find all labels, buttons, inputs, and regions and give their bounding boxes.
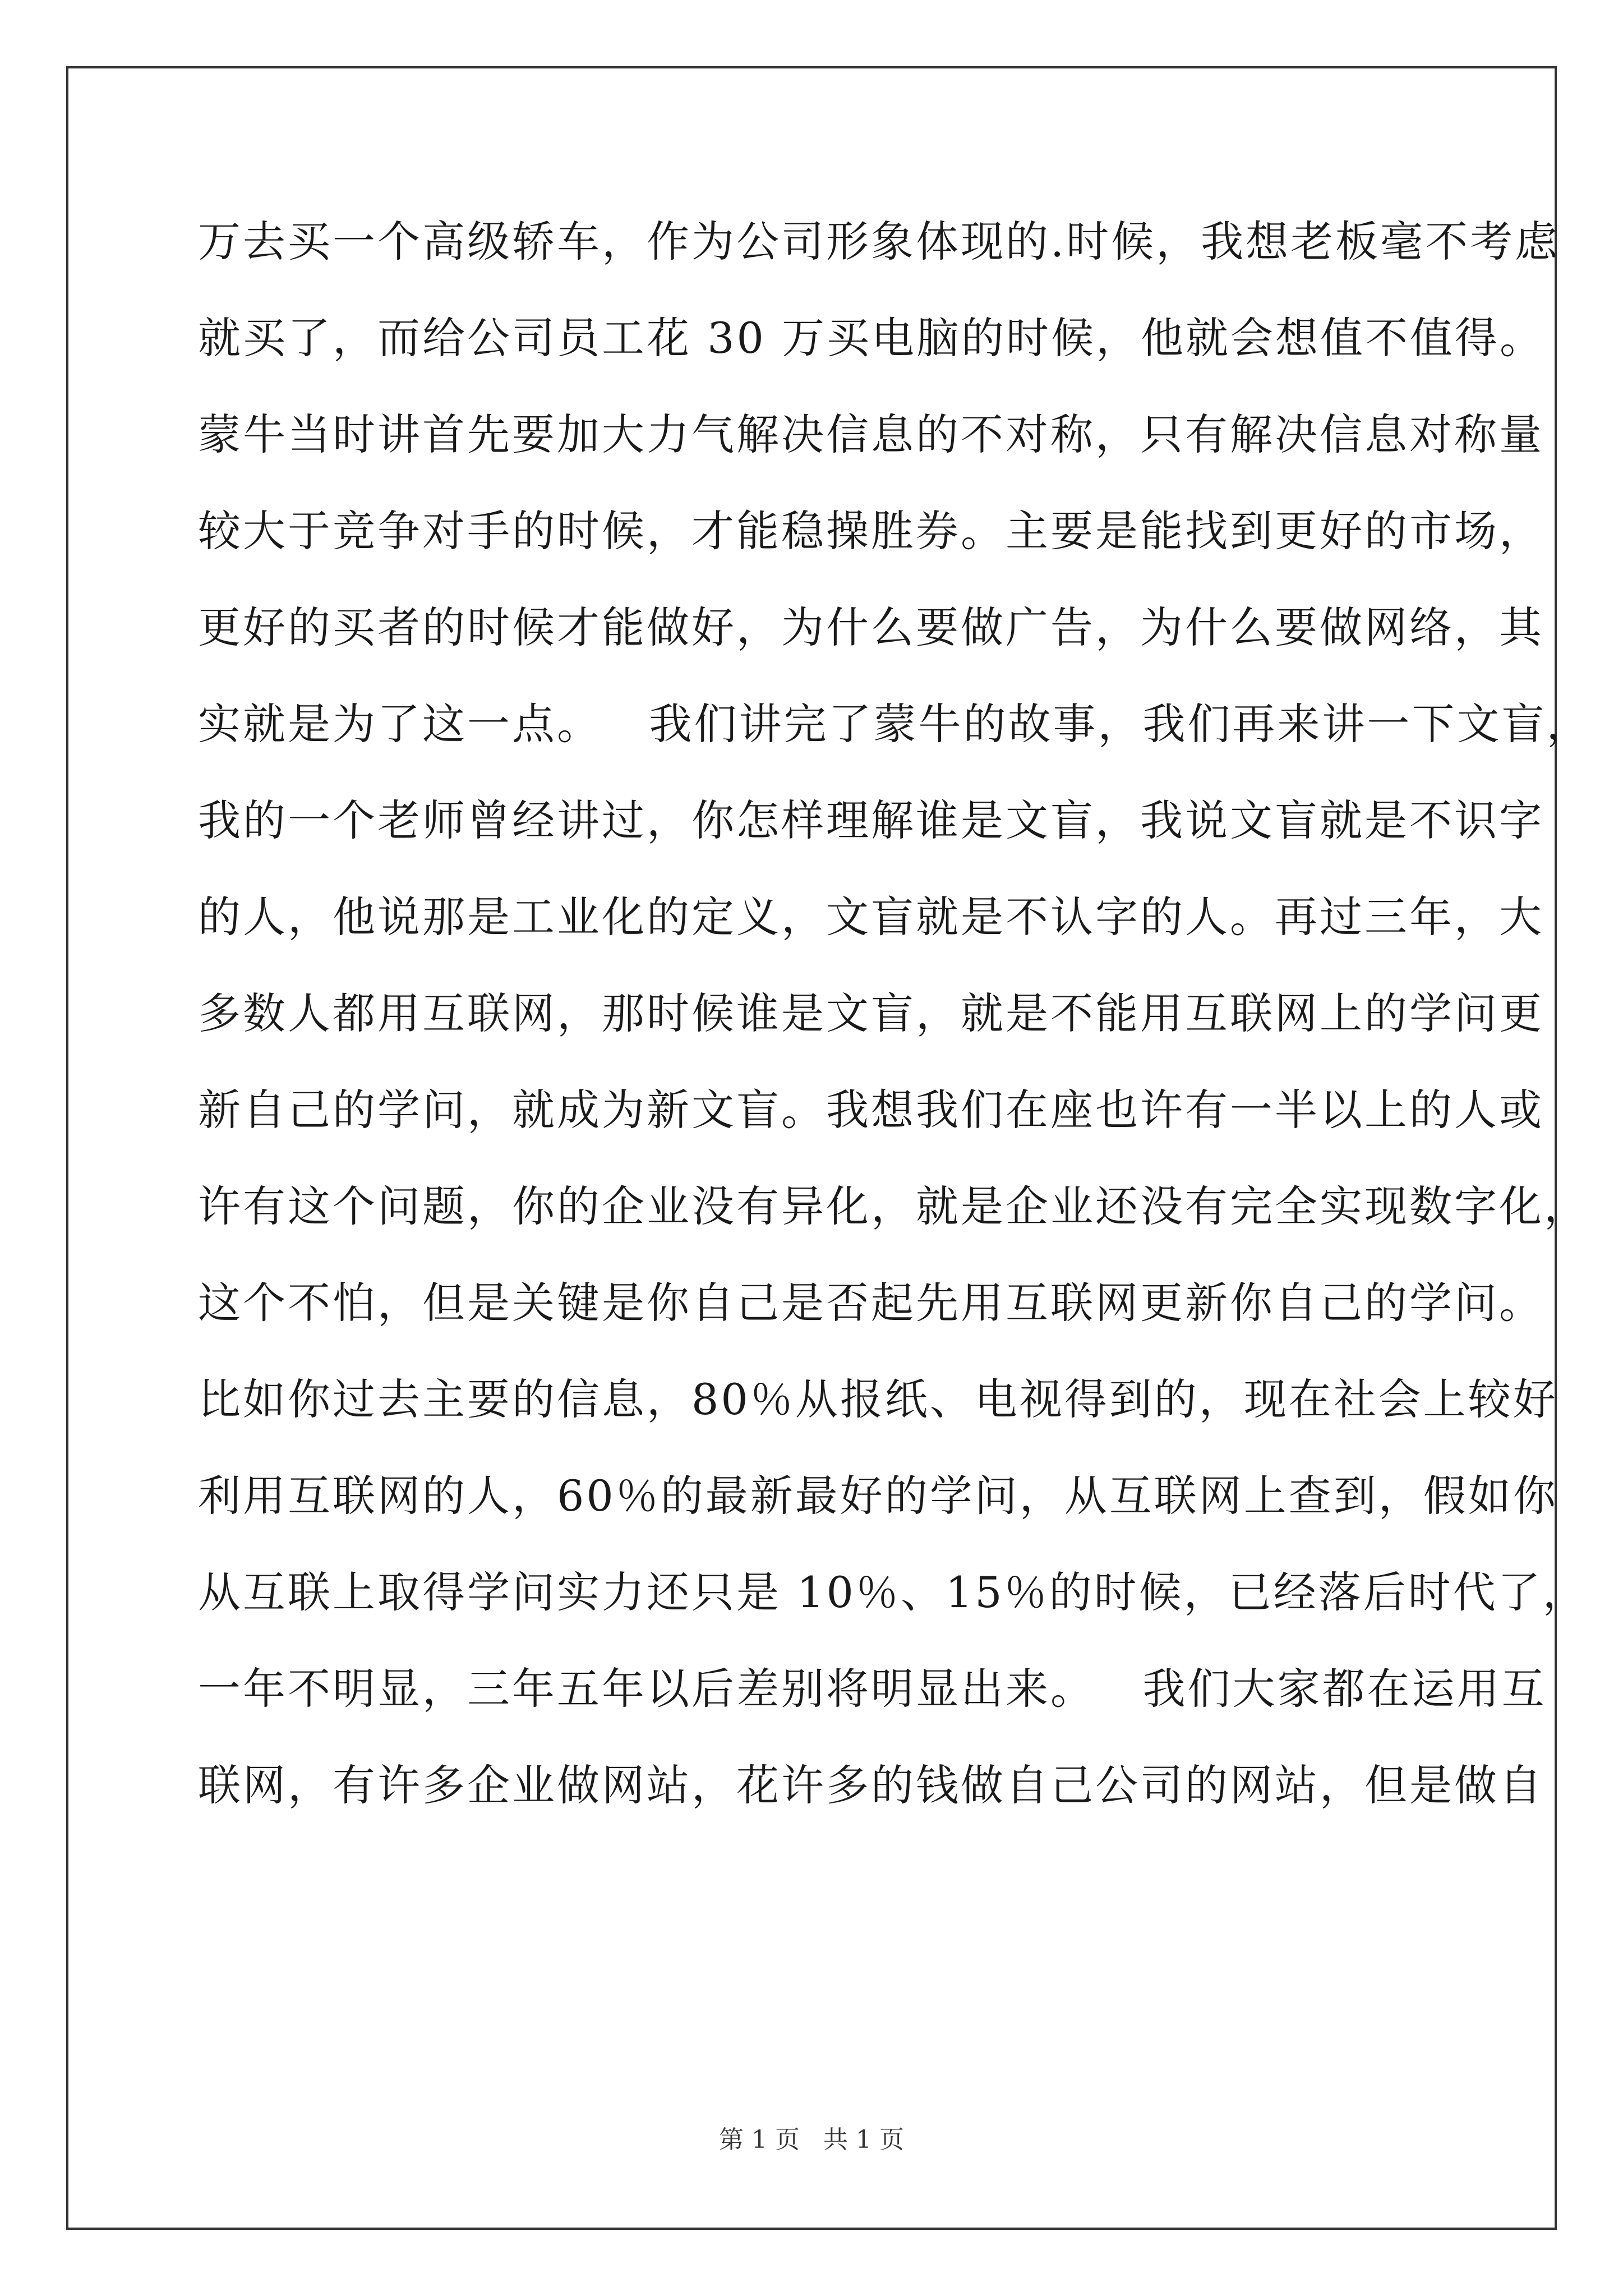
text-line: 较大于竞争对手的时候，才能稳操胜券。主要是能找到更好的市场，: [198, 506, 1544, 556]
text-line: 万去买一个高级轿车，作为公司形象体现的.时候，我想老板毫不考虑: [198, 217, 1560, 266]
text-line: 这个不怕，但是关键是你自己是否起先用互联网更新你自己的学问。: [198, 1278, 1544, 1328]
text-line: 我的一个老师曾经讲过，你怎样理解谁是文盲，我说文盲就是不识字: [198, 795, 1544, 845]
text-line: 联网，有许多企业做网站，花许多的钱做自己公司的网站，但是做自: [198, 1760, 1544, 1810]
text-line: 比如你过去主要的信息，80％从报纸、电视得到的，现在社会上较好: [198, 1374, 1558, 1424]
page-number-footer: 第 1 页 共 1 页: [719, 2125, 904, 2154]
text-line: 的人，他说那是工业化的定义，文盲就是不认字的人。再过三年，大: [198, 892, 1544, 942]
document-body: [198, 194, 1592, 1834]
text-line: 许有这个问题，你的企业没有异化，就是企业还没有完全实现数字化，: [198, 1181, 1589, 1231]
text-line: 一年不明显，三年五年以后差别将明显出来。 我们大家都在运用互: [198, 1664, 1547, 1714]
text-line: 实就是为了这一点。 我们讲完了蒙牛的故事，我们再来讲一下文盲，: [198, 699, 1592, 749]
text-line: 蒙牛当时讲首先要加大力气解决信息的不对称，只有解决信息对称量: [198, 409, 1544, 459]
text-line: 新自己的学问，就成为新文盲。我想我们在座也许有一半以上的人或: [198, 1085, 1544, 1135]
text-line: 更好的买者的时候才能做好，为什么要做广告，为什么要做网络，其: [198, 602, 1544, 652]
text-line: 利用互联网的人，60％的最新最好的学问，从互联网上查到，假如你: [198, 1471, 1558, 1521]
text-line: 从互联上取得学问实力还只是 10％、15％的时候，已经落后时代了，: [198, 1567, 1588, 1617]
text-line: 多数人都用互联网，那时候谁是文盲，就是不能用互联网上的学问更: [198, 988, 1544, 1038]
text-line: 就买了，而给公司员工花 30 万买电脑的时候，他就会想值不值得。: [198, 313, 1545, 363]
